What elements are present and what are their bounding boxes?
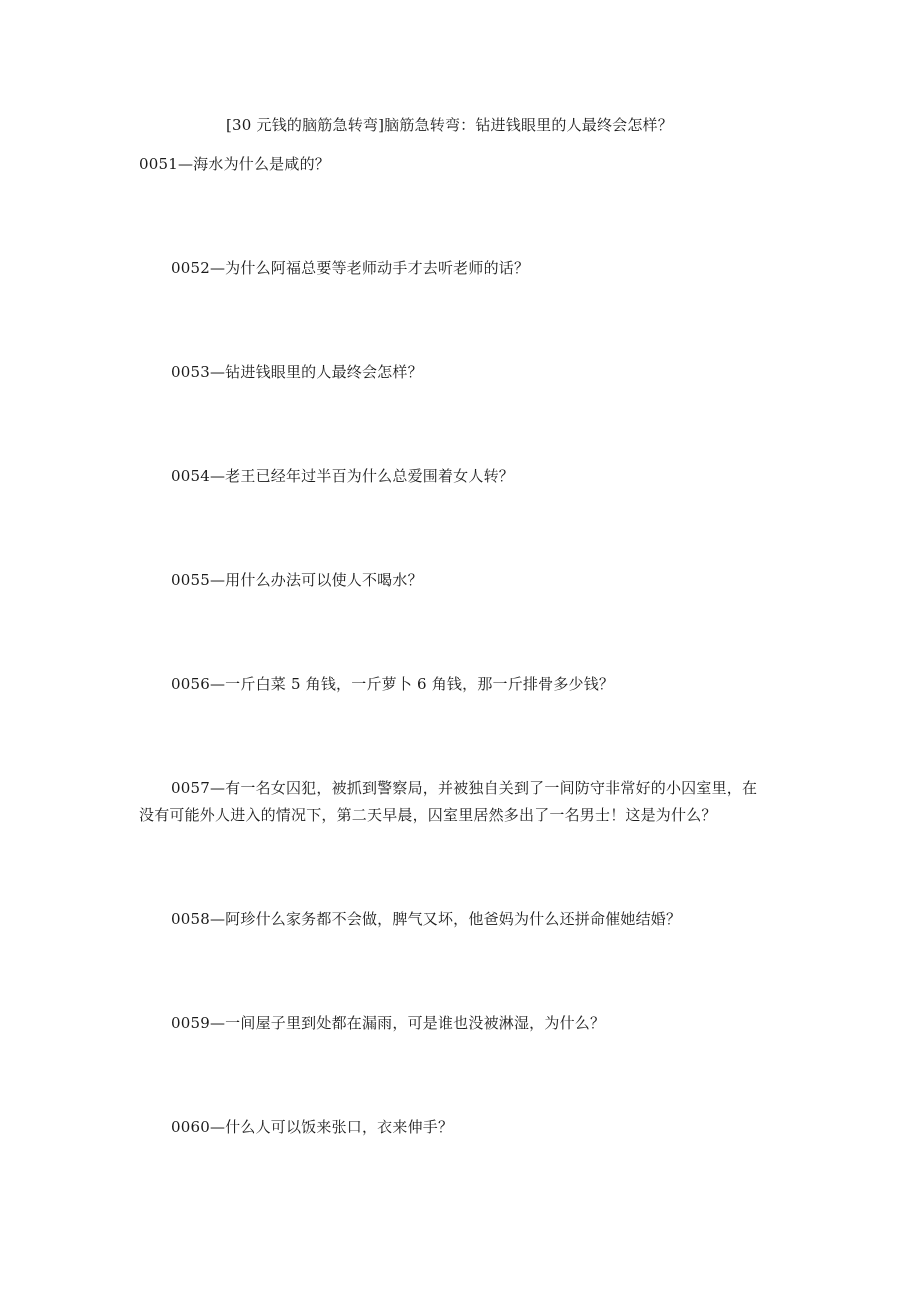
question-0058: 0058—阿珍什么家务都不会做，脾气又坏，他爸妈为什么还拼命催她结婚？	[171, 910, 682, 928]
question-0060: 0060—什么人可以饭来张口，衣来伸手？	[171, 1118, 454, 1136]
question-0059: 0059—一间屋子里到处都在漏雨，可是谁也没被淋湿，为什么？	[171, 1014, 606, 1032]
question-0056: 0056—一斤白菜 5 角钱，一斤萝卜 6 角钱，那一斤排骨多少钱？	[171, 675, 615, 693]
question-0053: 0053—钻进钱眼里的人最终会怎样？	[171, 363, 423, 381]
question-0055: 0055—用什么办法可以使人不喝水？	[171, 571, 423, 589]
document-title: [30 元钱的脑筋急转弯]脑筋急转弯：钻进钱眼里的人最终会怎样？	[226, 116, 673, 134]
question-0054: 0054—老王已经年过半百为什么总爱围着女人转？	[171, 467, 514, 485]
question-0052: 0052—为什么阿福总要等老师动手才去听老师的话？	[171, 259, 530, 277]
question-0057-line-1: 0057—有一名女囚犯，被抓到警察局，并被独自关到了一间防守非常好的小囚室里，在	[171, 779, 758, 797]
question-0051: 0051—海水为什么是咸的？	[139, 155, 330, 173]
question-0057-line-2: 没有可能外人进入的情况下，第二天早晨，囚室里居然多出了一名男士！这是为什么？	[139, 806, 717, 824]
